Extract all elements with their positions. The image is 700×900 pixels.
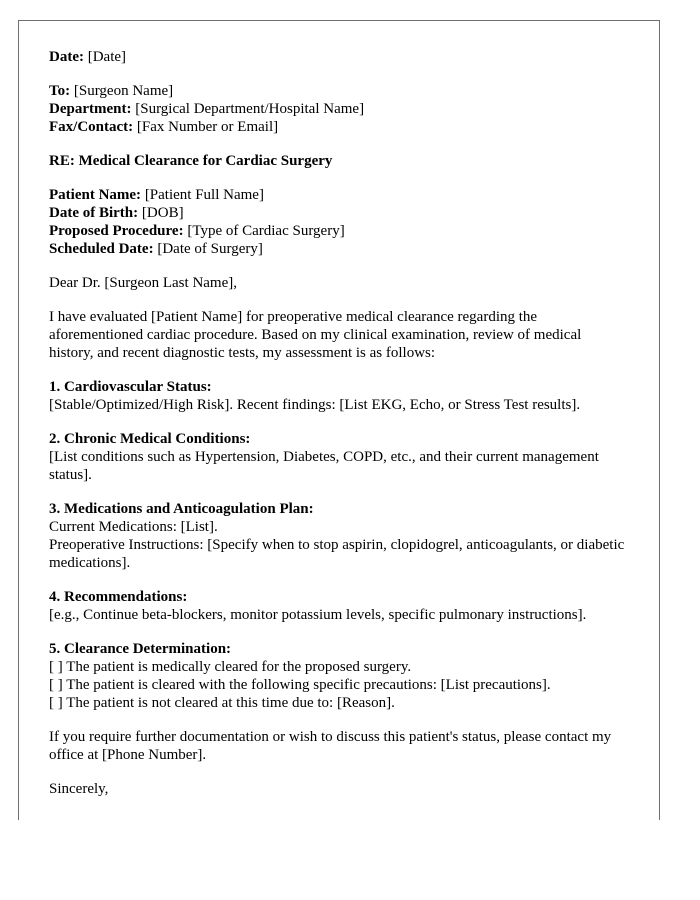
salutation-block bbox=[49, 274, 659, 292]
procedure-line bbox=[49, 222, 659, 240]
section-chronic-conditions bbox=[49, 430, 659, 484]
date-value: [Date] bbox=[83, 49, 127, 65]
section-line: Current Medications: [List]. bbox=[49, 519, 218, 535]
procedure-value: [Type of Cardiac Surgery] bbox=[183, 223, 345, 239]
to-line bbox=[49, 82, 659, 100]
fax-label: Fax/Contact: bbox=[49, 119, 134, 135]
dob-value: [DOB] bbox=[138, 205, 184, 221]
scheduled-label: Scheduled Date: bbox=[49, 241, 154, 257]
section-recommendations bbox=[49, 588, 659, 624]
section-clearance bbox=[49, 640, 659, 712]
section-heading: 5. Clearance Determination: bbox=[49, 641, 232, 657]
sign-off: Sincerely, bbox=[49, 781, 109, 797]
dob-label: Date of Birth: bbox=[49, 205, 139, 221]
date-line bbox=[49, 48, 659, 66]
subject-line: RE: Medical Clearance for Cardiac Surgery bbox=[49, 153, 333, 169]
scheduled-line bbox=[49, 240, 659, 258]
section-medications bbox=[49, 500, 659, 572]
department-line bbox=[49, 100, 659, 118]
scheduled-value: [Date of Surgery] bbox=[153, 241, 263, 257]
checkbox-line-cleared: [ ] The patient is medically cleared for the proposed surgery. bbox=[49, 659, 412, 675]
intro-paragraph: I have evaluated [Patient Name] for preoperative medical clearance regarding the aforementioned cardiac procedure. Based on my clinical examination, review of medical history, and recent diagnostic tests, my assessment is as follows: bbox=[49, 309, 582, 361]
closing-block bbox=[49, 728, 659, 764]
section-line: [Stable/Optimized/High Risk]. Recent findings: [List EKG, Echo, or Stress Test results]. bbox=[49, 397, 581, 413]
procedure-label: Proposed Procedure: bbox=[49, 223, 184, 239]
closing-paragraph: If you require further documentation or wish to discuss this patient's status, please contact my office at [Phone Number]. bbox=[49, 729, 612, 763]
checkbox-line-not-cleared: [ ] The patient is not cleared at this time due to: [Reason]. bbox=[49, 695, 395, 711]
section-heading: 2. Chronic Medical Conditions: bbox=[49, 431, 251, 447]
department-label: Department: bbox=[49, 101, 132, 117]
section-heading: 4. Recommendations: bbox=[49, 589, 188, 605]
patient-name-label: Patient Name: bbox=[49, 187, 142, 203]
to-label: To: bbox=[49, 83, 71, 99]
section-line: [List conditions such as Hypertension, Diabetes, COPD, etc., and their current management status]. bbox=[49, 449, 599, 483]
fax-value: [Fax Number or Email] bbox=[133, 119, 279, 135]
checkbox-line-precautions: [ ] The patient is cleared with the following specific precautions: [List precautions]. bbox=[49, 677, 551, 693]
section-heading: 3. Medications and Anticoagulation Plan: bbox=[49, 501, 314, 517]
fax-line bbox=[49, 118, 659, 136]
to-value: [Surgeon Name] bbox=[70, 83, 174, 99]
patient-name-value: [Patient Full Name] bbox=[141, 187, 264, 203]
section-line: [e.g., Continue beta-blockers, monitor potassium levels, specific pulmonary instructions]. bbox=[49, 607, 587, 623]
intro-block bbox=[49, 308, 659, 362]
date-label: Date: bbox=[49, 49, 84, 65]
recipient-block bbox=[49, 82, 659, 136]
subject-block bbox=[49, 152, 659, 170]
date-block bbox=[49, 48, 659, 66]
section-cardiovascular bbox=[49, 378, 659, 414]
dob-line bbox=[49, 204, 659, 222]
salutation: Dear Dr. [Surgeon Last Name], bbox=[49, 275, 237, 291]
department-value: [Surgical Department/Hospital Name] bbox=[131, 101, 365, 117]
patient-name-line bbox=[49, 186, 659, 204]
section-heading: 1. Cardiovascular Status: bbox=[49, 379, 212, 395]
patient-block bbox=[49, 186, 659, 258]
letter-page bbox=[18, 20, 660, 820]
section-line: Preoperative Instructions: [Specify when to stop aspirin, clopidogrel, anticoagulants, or diabetic medications]. bbox=[49, 537, 625, 571]
sign-off-block bbox=[49, 780, 659, 798]
